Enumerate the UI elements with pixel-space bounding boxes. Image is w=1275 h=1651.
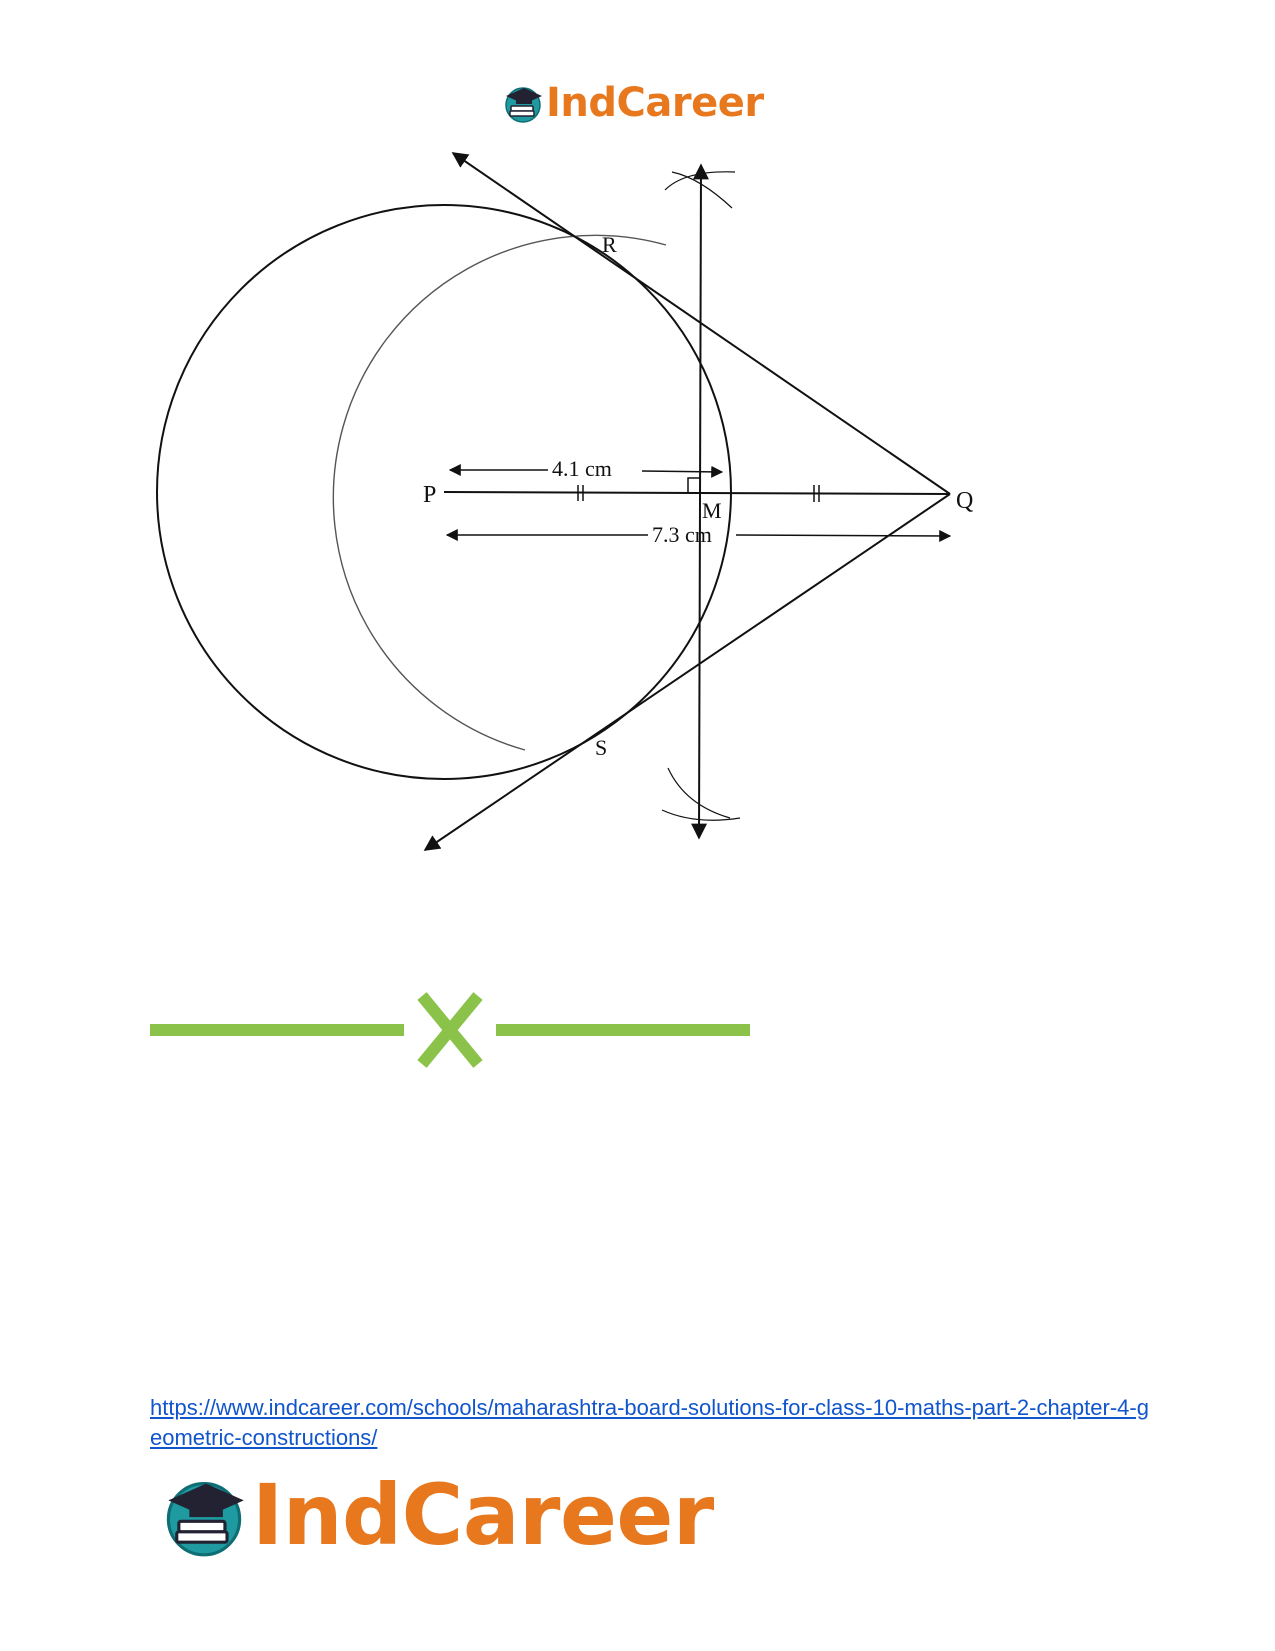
arc-top-right <box>672 172 732 208</box>
radius-measure-right <box>642 471 722 472</box>
segment-pq <box>444 492 950 494</box>
point-label-r: R <box>602 232 617 257</box>
geometric-construction-diagram <box>140 150 1040 910</box>
radius-measure-label: 4.1 cm <box>552 456 612 481</box>
perpendicular-bisector <box>699 165 701 838</box>
pq-measure-right <box>736 535 950 536</box>
point-label-q: Q <box>956 488 974 514</box>
brand-name: IndCareer <box>546 80 764 126</box>
graduation-cap-globe-books-icon <box>160 1471 248 1559</box>
point-label-s: S <box>595 735 608 760</box>
tangent-qs <box>425 494 950 850</box>
right-angle-mark <box>688 478 700 493</box>
pq-measure-label: 7.3 cm <box>652 522 712 547</box>
arc-bottom-left <box>662 810 740 820</box>
source-page-link[interactable]: https://www.indcareer.com/schools/maharashtra-board-solutions-for-class-10-maths-part-2-chapter-4-geometric-constructions/ <box>150 1395 1149 1450</box>
brand-name: IndCareer <box>252 1466 714 1564</box>
point-label-m: M <box>702 498 722 523</box>
point-label-p: P <box>423 482 437 508</box>
header-logo <box>502 78 764 128</box>
graduation-cap-globe-books-icon <box>502 82 544 124</box>
footer-logo <box>160 1465 714 1565</box>
section-divider <box>150 990 750 1070</box>
